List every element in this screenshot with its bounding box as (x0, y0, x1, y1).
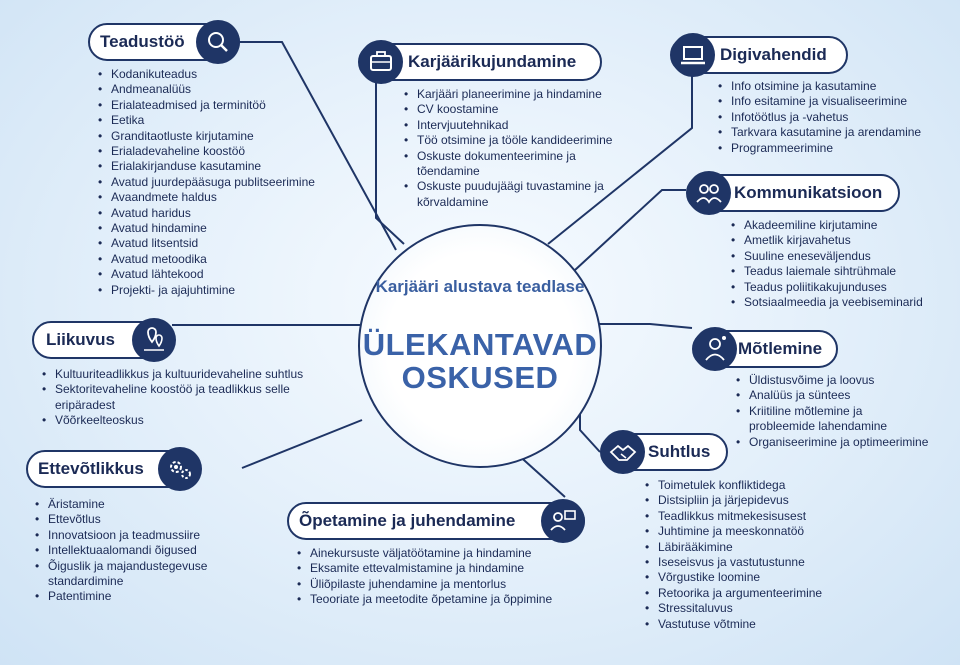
list-item: • Analüüs ja süntees (736, 388, 956, 403)
liikuvus-list (42, 367, 342, 429)
list-item: • Innovatsioon ja teadmussiire (35, 528, 255, 543)
category-liikuvus (32, 321, 172, 359)
category-title: Liikuvus (46, 330, 115, 349)
list-item: • Projekti- ja ajajuhtimine (98, 283, 358, 298)
list-item: • Karjääri planeerimine ja hindamine (404, 87, 634, 102)
list-item: • Patentimine (35, 589, 255, 604)
list-item: • Vastutuse võtmine (645, 617, 865, 632)
list-item: • Avatud haridus (98, 206, 358, 221)
list-item: • Üldistusvõime ja loovus (736, 373, 956, 388)
ettevotlikkus-list (35, 497, 255, 605)
category-kommunikatsioon (686, 174, 900, 212)
list-item: • Avatud hindamine (98, 221, 358, 236)
list-item: • Programmeerimine (718, 141, 948, 156)
list-item: • CV koostamine (404, 102, 634, 117)
center-subtitle: Karjääri alustava teadlase (375, 277, 585, 296)
list-item: • Erialadevaheline koostöö (98, 144, 358, 159)
list-item: • Granditaotluste kirjutamine (98, 129, 358, 144)
handshake-icon (601, 430, 645, 474)
category-suhtlus (600, 433, 728, 471)
list-item: • Ettevõtlus (35, 512, 255, 527)
list-item: • Suuline eneseväljendus (731, 249, 956, 264)
category-title: Mõtlemine (738, 339, 823, 358)
list-item: • Info esitamine ja visualiseerimine (718, 94, 948, 109)
category-title: Digivahendid (720, 45, 827, 64)
list-item: • Oskuste puudujäägi tuvastamine ja kõrvaldamine (404, 179, 622, 210)
list-item: • Tarkvara kasutamine ja arendamine (718, 125, 948, 140)
category-title: Karjäärikujundamine (408, 52, 577, 71)
list-item: • Toimetulek konfliktidega (645, 478, 865, 493)
list-item: • Iseseisvus ja vastutustunne (645, 555, 865, 570)
people-talk-icon (687, 171, 731, 215)
list-item: • Erialateadmised ja terminitöö (98, 98, 358, 113)
list-item: • Avaandmete haldus (98, 190, 358, 205)
list-item: • Ametlik kirjavahetus (731, 233, 956, 248)
list-item: • Läbirääkimine (645, 540, 865, 555)
teadustoo-list (98, 67, 358, 298)
list-item: • Organiseerimine ja optimeerimine (736, 435, 956, 450)
center-circle (358, 224, 602, 468)
list-item: • Sektoritevaheline koostöö ja teadlikkus selle eripäradest (42, 382, 305, 413)
list-item: • Avatud juurdepääsuga publitseerimine (98, 175, 358, 190)
category-title: Kommunikatsioon (734, 183, 883, 202)
list-item: • Võrgustike loomine (645, 570, 865, 585)
list-item: • Teadlikkus mitmekesisusest (645, 509, 865, 524)
list-item: • Üliõpilaste juhendamine ja mentorlus (297, 577, 597, 592)
list-item: • Kriitiline mõtlemine ja probleemide lahendamine (736, 404, 899, 435)
list-item: • Töö otsimine ja tööle kandideerimine (404, 133, 634, 148)
list-item: • Oskuste dokumenteerimine ja tõendamine (404, 149, 592, 180)
category-title: Ettevõtlikkus (38, 459, 144, 478)
list-item: • Info otsimine ja kasutamine (718, 79, 948, 94)
list-item: • Retoorika ja argumenteerimine (645, 586, 865, 601)
list-item: • Teadus laiemale sihtrühmale (731, 264, 956, 279)
list-item: • Juhtimine ja meeskonnatöö (645, 524, 865, 539)
list-item: • Stressitaluvus (645, 601, 865, 616)
briefcase-icon (359, 40, 403, 84)
teaching-icon (541, 499, 585, 543)
list-item: • Eksamite ettevalmistamine ja hindamine (297, 561, 597, 576)
karjaarikujundamine-list (404, 87, 634, 210)
category-karjaarikujundamine (358, 43, 602, 81)
kommunikatsioon-list (731, 218, 956, 310)
magnifier-icon (196, 20, 240, 64)
category-title: Suhtlus (648, 442, 711, 461)
category-digivahendid (670, 36, 848, 74)
list-item: • Intervjuutehnikad (404, 118, 634, 133)
list-item: • Kodanikuteadus (98, 67, 358, 82)
list-item: • Erialakirjanduse kasutamine (98, 159, 358, 174)
list-item: • Võõrkeelteoskus (42, 413, 342, 428)
category-title: Õpetamine ja juhendamine (299, 511, 516, 530)
gears-icon (158, 447, 202, 491)
list-item: • Sotsiaalmeedia ja veebiseminarid (731, 295, 956, 310)
thinker-icon (693, 327, 737, 371)
center-title: ÜLEKANTAVAD OSKUSED (362, 327, 598, 395)
list-item: • Ainekursuste väljatöötamine ja hindamine (297, 546, 597, 561)
list-item: • Akadeemiline kirjutamine (731, 218, 956, 233)
list-item: • Teooriate ja meetodite õpetamine ja õppimine (297, 592, 597, 607)
list-item: • Andmeanalüüs (98, 82, 358, 97)
list-item: • Teadus poliitikakujunduses (731, 280, 956, 295)
suhtlus-list (645, 478, 865, 632)
digivahendid-list (718, 79, 948, 156)
list-item: • Õiguslik ja majandustegevuse standardimine (35, 559, 238, 590)
category-ettevotlikkus (26, 450, 198, 488)
category-title: Teadustöö (100, 32, 185, 51)
category-opetamine (287, 502, 585, 540)
motlemine-list (736, 373, 956, 450)
location-pins-icon (132, 318, 176, 362)
list-item: • Avatud lähtekood (98, 267, 358, 282)
opetamine-list (297, 546, 597, 608)
list-item: • Eetika (98, 113, 358, 128)
list-item: • Äristamine (35, 497, 255, 512)
list-item: • Avatud litsentsid (98, 236, 358, 251)
laptop-icon (671, 33, 715, 77)
list-item: • Distsipliin ja järjepidevus (645, 493, 865, 508)
list-item: • Kultuuriteadlikkus ja kultuuridevaheline suhtlus (42, 367, 342, 382)
category-motlemine (692, 330, 838, 368)
list-item: • Avatud metoodika (98, 252, 358, 267)
list-item: • Infotöötlus ja -vahetus (718, 110, 948, 125)
category-teadustoo (88, 23, 240, 61)
list-item: • Intellektuaalomandi õigused (35, 543, 255, 558)
